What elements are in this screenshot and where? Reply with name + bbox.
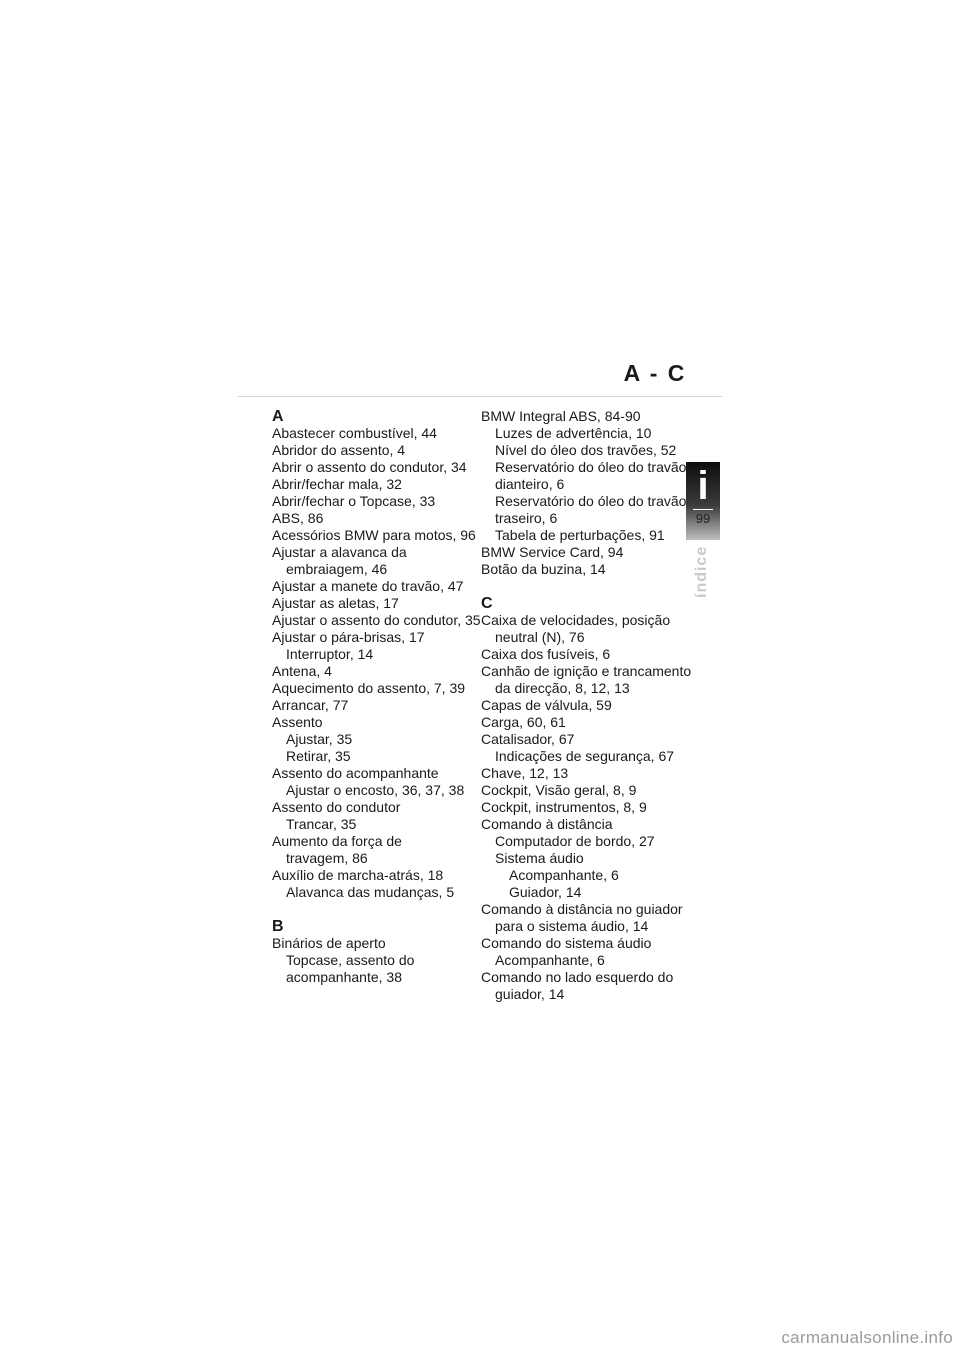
- index-entry: Comando do sistema áudio: [481, 935, 652, 951]
- index-entry: Cockpit, Visão geral, 8, 9: [481, 782, 637, 798]
- index-entry: Guiador, 14: [509, 884, 582, 900]
- index-entry: Acompanhante, 6: [495, 952, 605, 968]
- index-entry: Auxílio de marcha-atrás, 18: [272, 867, 444, 883]
- index-entry: Canhão de ignição e trancamento: [481, 663, 692, 679]
- index-entry: dianteiro, 6: [495, 476, 565, 492]
- page-title: A - C: [623, 360, 687, 386]
- index-entry: Binários de aperto: [272, 935, 386, 951]
- index-entry: Acessórios BMW para motos, 96: [272, 527, 476, 543]
- index-entry: Acompanhante, 6: [509, 867, 619, 883]
- index-entry: Antena, 4: [272, 663, 332, 679]
- index-entry: Retirar, 35: [286, 748, 351, 764]
- index-entry: Nível do óleo dos travões, 52: [495, 442, 677, 458]
- index-entry: Ajustar a manete do travão, 47: [272, 578, 464, 594]
- index-entry: Ajustar o encosto, 36, 37, 38: [286, 782, 465, 798]
- index-entry: Assento: [272, 714, 323, 730]
- index-entry: Reservatório do óleo do travão: [495, 493, 687, 509]
- index-letter-heading: A: [272, 408, 284, 425]
- index-column-left: [272, 408, 481, 986]
- index-letter-heading: C: [481, 595, 493, 612]
- index-entry: Ajustar as aletas, 17: [272, 595, 399, 611]
- index-entry: Capas de válvula, 59: [481, 697, 612, 713]
- index-entry: Abrir/fechar mala, 32: [272, 476, 402, 492]
- index-entry: para o sistema áudio, 14: [495, 918, 649, 934]
- page-number: 99: [695, 511, 711, 526]
- index-entry: Luzes de advertência, 10: [495, 425, 652, 441]
- index-entry: Topcase, assento do: [286, 952, 415, 968]
- index-entry: Cockpit, instrumentos, 8, 9: [481, 799, 647, 815]
- index-entry: Catalisador, 67: [481, 731, 575, 747]
- index-entry: Assento do acompanhante: [272, 765, 439, 781]
- index-entry: Arrancar, 77: [272, 697, 349, 713]
- index-entry: Interruptor, 14: [286, 646, 374, 662]
- index-entry: Indicações de segurança, 67: [495, 748, 675, 764]
- index-column-right: [481, 408, 692, 1003]
- index-entry: Aumento da força de: [272, 833, 402, 849]
- index-entry: travagem, 86: [286, 850, 368, 866]
- section-label: índice: [693, 545, 710, 598]
- index-entry: Aquecimento do assento, 7, 39: [272, 680, 466, 696]
- index-entry: Ajustar, 35: [286, 731, 353, 747]
- index-entry: Tabela de perturbações, 91: [495, 527, 665, 543]
- index-entry: neutral (N), 76: [495, 629, 585, 645]
- header-divider: [238, 396, 722, 397]
- index-entry: Chave, 12, 13: [481, 765, 569, 781]
- index-entry: BMW Integral ABS, 84-90: [481, 408, 641, 424]
- index-entry: traseiro, 6: [495, 510, 558, 526]
- index-entry: Abrir o assento do condutor, 34: [272, 459, 467, 475]
- index-entry: Abrir/fechar o Topcase, 33: [272, 493, 436, 509]
- index-entry: Sistema áudio: [495, 850, 584, 866]
- index-entry: Comando no lado esquerdo do: [481, 969, 674, 985]
- tab-divider: [693, 509, 713, 510]
- index-letter-heading: B: [272, 918, 284, 935]
- section-tab: [686, 462, 720, 540]
- index-entry: Abridor do assento, 4: [272, 442, 406, 458]
- index-entry: Comando à distância: [481, 816, 613, 832]
- info-icon: i: [697, 464, 709, 508]
- index-entry: Caixa dos fusíveis, 6: [481, 646, 611, 662]
- index-entry: Botão da buzina, 14: [481, 561, 606, 577]
- index-entry: embraiagem, 46: [286, 561, 388, 577]
- index-entry: Alavanca das mudanças, 5: [286, 884, 455, 900]
- watermark-text: carmanualsonline.info: [781, 1328, 953, 1347]
- index-entry: Trancar, 35: [286, 816, 357, 832]
- index-entry: Reservatório do óleo do travão: [495, 459, 687, 475]
- index-entry: Abastecer combustível, 44: [272, 425, 437, 441]
- index-entry: da direcção, 8, 12, 13: [495, 680, 630, 696]
- index-entry: BMW Service Card, 94: [481, 544, 624, 560]
- index-entry: Computador de bordo, 27: [495, 833, 655, 849]
- index-entry: Carga, 60, 61: [481, 714, 566, 730]
- index-entry: Ajustar o assento do condutor, 35: [272, 612, 481, 628]
- index-entry: Ajustar o pára-brisas, 17: [272, 629, 425, 645]
- index-entry: Ajustar a alavanca da: [272, 544, 407, 560]
- index-entry: Assento do condutor: [272, 799, 401, 815]
- index-entry: acompanhante, 38: [286, 969, 402, 985]
- index-entry: Caixa de velocidades, posição: [481, 612, 671, 628]
- index-entry: Comando à distância no guiador: [481, 901, 683, 917]
- index-entry: ABS, 86: [272, 510, 324, 526]
- index-entry: guiador, 14: [495, 986, 565, 1002]
